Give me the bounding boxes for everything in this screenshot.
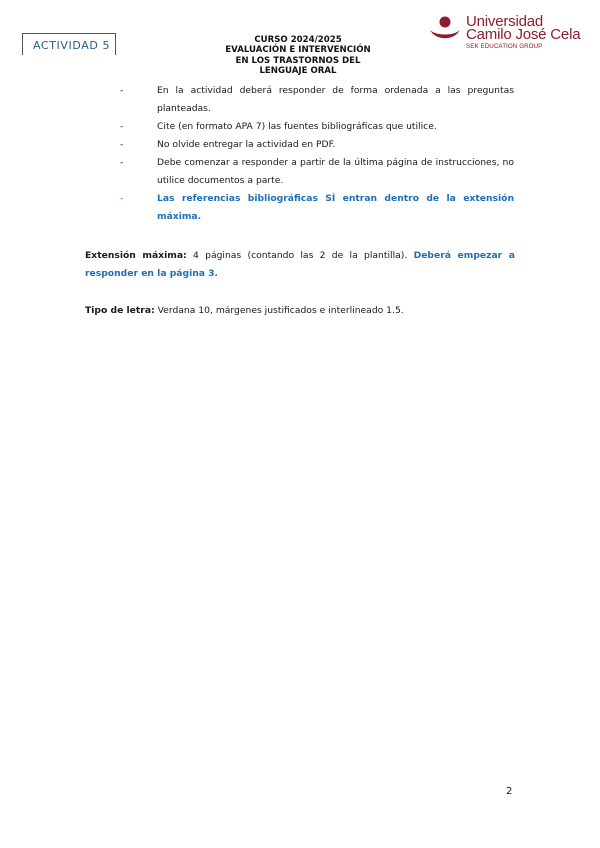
list-item [118, 118, 514, 136]
list-item [118, 154, 514, 190]
list-dash: - [120, 139, 124, 150]
course-title-line3: LENGUAJE ORAL [259, 65, 337, 76]
activity-badge: ACTIVIDAD 5 [22, 33, 116, 55]
list-dash: - [120, 157, 124, 168]
font-label: Tipo de letra: [85, 305, 155, 316]
extension-text: 4 páginas (contando las 2 de la plantilla). [186, 250, 414, 261]
list-item-text: Debe comenzar a responder a partir de la última página de instrucciones, no utilice documentos a parte. [157, 157, 514, 186]
course-title-line1: EVALUACIÓN E INTERVENCIÓN [225, 45, 371, 56]
list-item [118, 82, 514, 118]
logo-text-group: SEK EDUCATION GROUP [466, 43, 543, 50]
logo-text-name: Camilo José Cela [466, 26, 581, 43]
course-title-line2: EN LOS TRASTORNOS DEL [235, 55, 361, 66]
university-logo [428, 13, 581, 53]
course-header [192, 35, 404, 76]
list-item-text: No olvide entregar la actividad en PDF. [157, 139, 336, 150]
logo-text-universidad: Universidad [466, 13, 544, 30]
list-item-highlight [118, 190, 514, 226]
extension-paragraph [85, 247, 515, 283]
font-paragraph [85, 302, 515, 320]
instructions-list [118, 82, 514, 226]
list-item-text: En la actividad deberá responder de forma ordenada a las preguntas planteadas. [157, 85, 514, 114]
extension-highlight: Deberá empezar a responder en la página 3. [85, 250, 515, 279]
extension-label: Extensión máxima: [85, 250, 187, 261]
logo-mark-icon [428, 15, 462, 41]
list-item [118, 136, 514, 154]
list-dash: - [120, 121, 124, 132]
list-item-text: Las referencias bibliográficas SÍ entran dentro de la extensión máxima. [157, 193, 514, 222]
list-dash: - [120, 85, 124, 96]
list-item-text: Cite (en formato APA 7) las fuentes bibliográficas que utilice. [157, 121, 437, 132]
list-dash: - [120, 193, 124, 204]
font-text: Verdana 10, márgenes justificados e interlineado 1.5. [154, 305, 404, 316]
page-number: 2 [506, 786, 513, 797]
course-year: CURSO 2024/2025 [254, 35, 342, 45]
